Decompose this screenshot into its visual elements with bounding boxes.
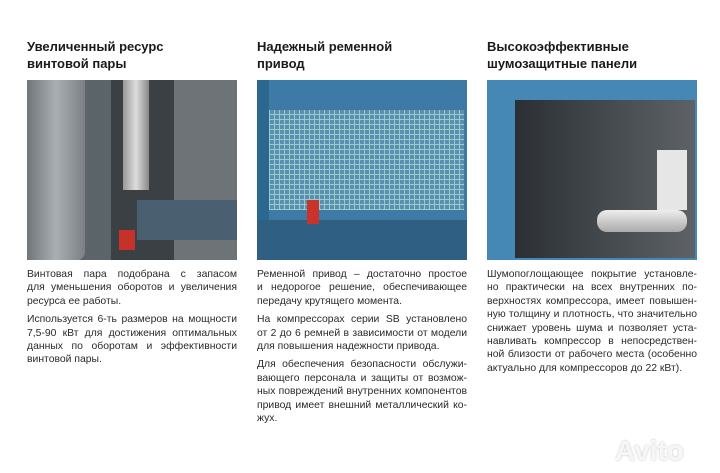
title-line: привод [257, 56, 305, 71]
paragraph [257, 358, 467, 425]
text-line: вающего персонала и защиты от возмож- [257, 372, 467, 384]
text-line: актуально для компрессоров до 22 кВт). [487, 362, 683, 374]
paragraph [257, 268, 467, 308]
section-title [487, 38, 697, 80]
text-line: и недорогое решение, обеспечивающее [257, 282, 467, 294]
column-belt-drive [257, 38, 467, 430]
section-text [27, 268, 237, 367]
text-line: передачу крутящего момента. [257, 295, 402, 307]
belt-drive-photo [257, 80, 467, 260]
paragraph [27, 313, 237, 367]
text-line: для повышения надежности привода. [257, 341, 440, 353]
text-line: снижает уровень шума и позволяет уста- [487, 322, 697, 334]
text-line: ную толщину и плотность, что значительно [487, 309, 697, 321]
text-line: жух. [257, 413, 278, 425]
text-line: но практически на всех внутренних по- [487, 282, 697, 294]
text-line: данных по оборотам и эффективности [27, 341, 237, 353]
section-text [257, 268, 467, 425]
section-title [27, 38, 237, 80]
title-line: Надежный ременной [257, 39, 393, 54]
paragraph [487, 268, 697, 375]
column-noise-panels [487, 38, 697, 380]
title-line: Высокоэффективные [487, 39, 629, 54]
text-line: На компрессорах серии SB установлено [257, 314, 467, 326]
section-title [257, 38, 467, 80]
text-line: от 2 до 6 ремней в зависимости от модели [257, 327, 467, 339]
section-text [487, 268, 697, 375]
text-line: ной близости от рабочего места (особенно [487, 349, 697, 361]
paragraph [257, 313, 467, 353]
avito-watermark: Avito [615, 435, 684, 466]
text-line: Для обеспечения безопасности обслужи- [257, 359, 467, 371]
paragraph [27, 268, 237, 308]
title-line: шумозащитные панели [487, 56, 638, 71]
text-line: привод имеет внешний металлический ко- [257, 399, 467, 411]
title-line: винтовой пары [27, 56, 127, 71]
text-line: Шумопоглощающее покрытие установле- [487, 269, 697, 280]
text-line: верхностях компрессора, имеет повышен- [487, 295, 697, 307]
text-line: ресурса ее работы. [27, 295, 122, 307]
column-screw-pair [27, 38, 237, 372]
title-line: Увеличенный ресурс [27, 39, 164, 54]
text-line: 7,5-90 кВт для достижения оптимальных [27, 327, 237, 339]
text-line: винтовой пары. [27, 354, 102, 366]
text-line: ных повреждений внутренних компонентов [257, 386, 467, 398]
text-line: для уменьшения оборотов и увеличения [27, 282, 237, 294]
noise-panels-photo [487, 80, 697, 260]
text-line: Винтовая пара подобрана с запасом [27, 269, 237, 280]
text-line: Используется 6-ть размеров на мощности [27, 314, 237, 326]
screw-pair-photo [27, 80, 237, 260]
text-line: Ременной привод – достаточно простое [257, 269, 467, 280]
text-line: навливать компрессор в непосредствен- [487, 336, 697, 348]
